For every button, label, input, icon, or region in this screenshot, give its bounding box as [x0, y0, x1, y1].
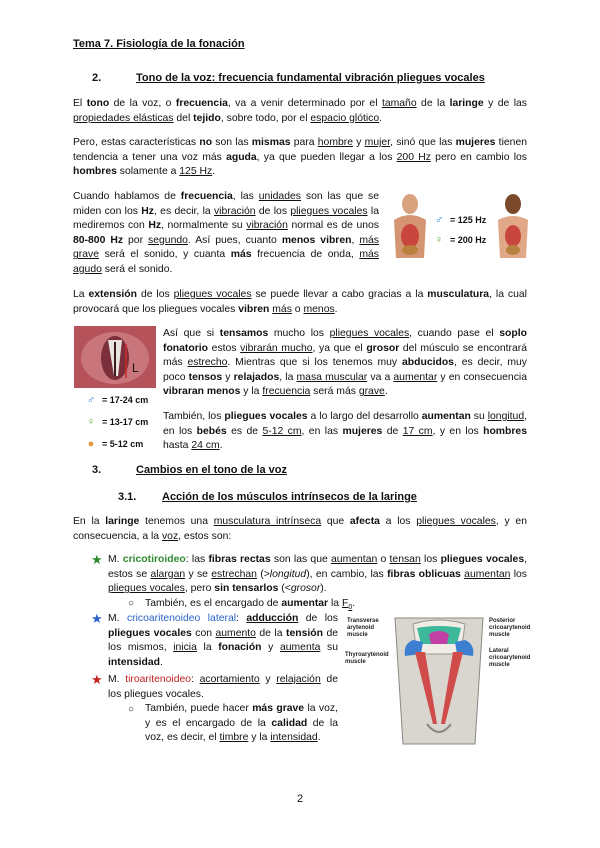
section-3-1-number: 3.1.	[118, 491, 137, 503]
label-lateral-cricoarytenoid: Lateral cricoarytenoid muscle	[489, 648, 531, 668]
legend-female-length: ♀ = 13-17 cm	[84, 416, 148, 428]
circle-bullet-icon: ○	[128, 704, 135, 715]
paragraph-hombre-mujer: Pero, estas características no son las mismas para hombre y mujer, sinó que las mujeres tienen tendencia a tener una voz más aguda, ya que pueden llegar a los 200 Hz pero en cambio los hombres solamente a 125 Hz.	[73, 137, 527, 178]
legend-female-frequency: ♀ = 200 Hz	[432, 234, 486, 246]
document-title: Tema 7. Fisiología de la fonación	[73, 38, 245, 50]
label-transverse-arytenoid: Transverse arytenoid muscle	[347, 618, 379, 638]
male-symbol-icon: ♂	[86, 394, 96, 406]
section-2-number: 2.	[92, 72, 102, 84]
paragraph-longitud: También, los pliegues vocales a lo largo del desarrollo aumentan su longitud, en los bebés es de 5-12 cm, en las mujeres de 17 cm, y en los hombres hasta 24 cm.	[163, 411, 527, 452]
item-tiroaritenoideo-sub: También, puede hacer más grave la voz, y es el encargado de la calidad de la voz, es decir, el timbre y la intensidad.	[145, 703, 338, 744]
section-3-number: 3.	[92, 464, 102, 476]
paragraph-tensamos: Así que si tensamos mucho los pliegues vocales, cuando pase el soplo fonatorio estos vibrarán mucho, ya que el grosor del músculo se encontrará más estrecho. Mientras que si los tenemos muy abducidos, es decir, muy poco tensos y relajados, la masa muscular va a aumentar y en consecuencia vibraran menos y la frecuencia será más grave.	[163, 328, 527, 398]
circle-bullet-icon: ○	[128, 598, 135, 609]
male-torso-figure	[394, 194, 426, 258]
female-torso-figure	[498, 194, 528, 258]
legend-male-frequency: ♂ = 125 Hz	[432, 214, 486, 226]
star-bullet-green-icon: ★	[91, 552, 103, 567]
label-thyroarytenoid: Thyroarytenoid muscle	[345, 652, 389, 665]
item-cricotiroideo: M. cricotiroideo: las fibras rectas son las que aumentan o tensan los pliegues vocales, estos se alargan y se estrechan (>longitud), en cambio, las fibras oblicuas aumentan los pliegues vocales, pero sin tensarlos (<grosor).	[108, 554, 527, 595]
vocal-folds-photo	[74, 326, 156, 388]
legend-baby-length: ● = 5-12 cm	[84, 438, 148, 450]
female-symbol-icon: ♀	[86, 416, 96, 428]
paragraph-musculatura-intrinseca: En la laringe tenemos una musculatura intrínseca que afecta a los pliegues vocales, y en consecuencia, a la voz, estos son:	[73, 516, 527, 542]
item-cricotiroideo-sub: También, es el encargado de aumentar la $F_0$.	[145, 598, 356, 612]
length-legend	[84, 394, 148, 450]
paragraph-extension: La extensión de los pliegues vocales se puede llevar a cabo gracias a la musculatura, la cual provocará que los pliegues vocales vibren más o menos.	[73, 289, 527, 315]
baby-icon: ●	[87, 438, 95, 450]
item-tiroaritenoideo: M. tiroaritenoideo: acortamiento y relajación de los pliegues vocales.	[108, 674, 338, 700]
item-cricoaritenoideo-lateral: M. cricoaritenoideo lateral: adducción de los pliegues vocales con aumento de la tensión de los mismos, inicia la fonación y aumenta su intensidad.	[108, 613, 339, 668]
page-number: 2	[296, 793, 304, 805]
frequency-legend	[432, 214, 486, 246]
paragraph-tono: El tono de la voz, o frecuencia, va a venir determinado por el tamaño de la laringe y de las propiedades elásticas del tejido, sobre todo, por el espacio glótico.	[73, 98, 527, 124]
female-symbol-icon: ♀	[434, 234, 444, 246]
male-symbol-icon: ♂	[434, 214, 444, 226]
star-bullet-red-icon: ★	[91, 672, 103, 687]
label-posterior-cricoarytenoid: Posterior cricoarytenoid muscle	[489, 618, 531, 638]
legend-male-length: ♂ = 17-24 cm	[84, 394, 148, 406]
paragraph-frecuencia: Cuando hablamos de frecuencia, las unidades son las que se miden con los Hz, es decir, la vibración de los pliegues vocales la mediremos con Hz, normalmente su vibración normal es de unos 80-800 Hz por segundo. Así pues, cuanto menos vibren, más grave será el sonido, y cuanta más frecuencia de onda, más agudo será el sonido.	[73, 191, 380, 275]
larynx-length-label: L	[132, 361, 139, 375]
section-2-heading: Tono de la voz: frecuencia fundamental vibración pliegues vocales	[136, 72, 485, 84]
intrinsic-larynx-muscles-figure	[343, 614, 535, 754]
section-3-1-heading: Acción de los músculos intrínsecos de la laringe	[162, 491, 417, 503]
section-3-heading: Cambios en el tono de la voz	[136, 464, 287, 476]
star-bullet-blue-icon: ★	[91, 611, 103, 626]
